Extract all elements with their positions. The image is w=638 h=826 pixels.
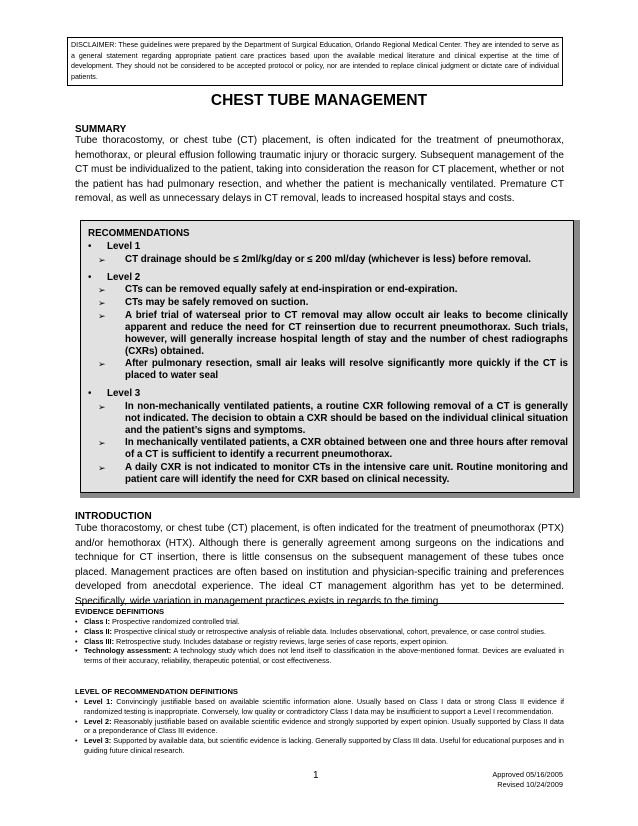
arrow-bullet-icon: ➢	[98, 255, 106, 265]
revised-date: Revised 10/24/2009	[497, 780, 563, 789]
recommendation-item: ➢ A daily CXR is not indicated to monitor CTs in the intensive care unit. Routine monitoring and patient care will identify the need for CXR based on clinical necessity.	[98, 462, 568, 485]
evidence-definitions-list	[75, 617, 564, 666]
recommendation-item: ➢ In non-mechanically ventilated patients, a routine CXR following removal of a CT is generally not indicated. The decision to obtain a CXR should be based on the individual clinical situation and the patient’s signs and symptoms.	[98, 401, 568, 436]
bullet-icon: •	[75, 736, 78, 746]
introduction-heading: INTRODUCTION	[75, 511, 152, 522]
arrow-bullet-icon: ➢	[98, 298, 106, 308]
page-title: CHEST TUBE MANAGEMENT	[210, 92, 428, 109]
bullet-icon: •	[75, 626, 78, 636]
arrow-bullet-icon: ➢	[98, 285, 106, 295]
recommendation-item: ➢ After pulmonary resection, small air leaks will resolve significantly more quickly if the CT is placed to water seal	[98, 358, 568, 381]
evidence-definitions-heading: EVIDENCE DEFINITIONS	[75, 607, 165, 616]
bullet-icon: •	[88, 272, 92, 283]
bullet-icon: •	[75, 697, 78, 706]
list-item: • Class I: Prospective randomized controlled trial.	[75, 617, 240, 626]
recommendations-panel: RECOMMENDATIONS • Level 1 ➢ CT drainage should be ≤ 2ml/kg/day or ≤ 200 ml/day (whichever is less) before removal. • Level 2 ➢ CTs can be removed equally safely at end-inspiration or end-expiration. ➢ CTs may be safely removed on suction. ➢ A brief trial of waterseal prior to CT removal may allow occult air leaks to become clinically apparent and reduce the need for CT reinsertion due to recurrent pneumothorax. Such trials, however, will generally increase hospital length of stay and the number of chest radiographs (CXRs) obtained. ➢ After pulmonary resection, small air leaks will resolve significantly more quickly if the CT is placed to water seal • Level 3 ➢ In non-mechanically ventilated patients, a routine CXR following removal of a CT is generally not indicated. The decision to obtain a CXR should be based on the individual clinical situation and the patient’s signs and symptoms. ➢ In mechanically ventilated patients, a CXR obtained between one and three hours after removal of a CT is sufficient to identify a recurrent pneumothorax. ➢ A daily CXR is not indicated to monitor CTs in the intensive care unit. Routine monitoring and patient care will identify the need for CXR based on clinical necessity.	[80, 220, 574, 493]
bullet-icon: •	[75, 646, 78, 656]
recommendation-item: ➢ CT drainage should be ≤ 2ml/kg/day or ≤ 200 ml/day (whichever is less) before removal.	[98, 254, 532, 265]
summary-heading: SUMMARY	[75, 124, 127, 135]
list-item: • Class II: Prospective clinical study or retrospective analysis of reliable data. Includes observational, cohort, prevalence, or case control studies.	[75, 626, 546, 636]
summary-text: Tube thoracostomy, or chest tube (CT) placement, is often indicated for the treatment of pneumothorax, hemothorax, or pleural effusion following traumatic injury or thoracic surgery. Subsequent management of the CT must be individualized to the patient, taking into consideration the reason for CT placement, whether or not the patient has had pulmonary resection, and whether the patient is mechanically ventilated. Premature CT removal, as well as unnecessary delays in CT removal, leads to increased hospital stays and costs.	[75, 135, 564, 204]
list-item: • Level 3: Supported by available data, but scientific evidence is lacking. Generally supported by Class III data. Useful for educational purposes and in guiding future clinical research.	[75, 736, 564, 755]
arrow-bullet-icon: ➢	[98, 463, 106, 473]
recommendation-item: ➢ In mechanically ventilated patients, a CXR obtained between one and three hours after removal of a CT is sufficient to identify a recurrent pneumothorax.	[98, 437, 568, 460]
list-item: • Level 2: Reasonably justifiable based on available scientific evidence and strongly supported by expert opinion. Usually supported by Class II data or a preponderance of Class III evidence.	[75, 716, 564, 736]
list-item: • Technology assessment: A technology study which does not lend itself to classification in the above-mentioned format. Devices are evaluated in terms of their accuracy, reliability, therapeutic potential, or cost effectiveness.	[75, 646, 564, 666]
bullet-icon: •	[75, 617, 78, 626]
arrow-bullet-icon: ➢	[98, 311, 106, 321]
list-item: • Class III: Retrospective study. Includes database or registry reviews, large series of case reports, expert opinion.	[75, 636, 449, 646]
level-definitions-list	[75, 697, 564, 756]
bullet-icon: •	[88, 388, 92, 399]
arrow-bullet-icon: ➢	[98, 359, 106, 369]
recommendations-box	[80, 220, 580, 498]
arrow-bullet-icon: ➢	[98, 438, 106, 448]
recommendation-item: ➢ CTs may be safely removed on suction.	[98, 297, 309, 308]
introduction-text: Tube thoracostomy, or chest tube (CT) placement, is often indicated for the treatment of pneumothorax (PTX) and/or hemothorax (HTX). Although there is generally agreement among surgeons on the indications and technique for CT insertion, there is little consensus on the subsequent management of these tubes once placed. Management practices are often based on institution and physician-specific training and preferences developed from anecdotal experience. The ideal CT management algorithm has yet to be determined. Specifically, wide variation in management practices exists in regards to the timing	[75, 523, 564, 607]
disclaimer-box: DISCLAIMER: These guidelines were prepared by the Department of Surgical Education, Orlando Regional Medical Center. They are intended to serve as a general statement regarding appropriate patient care practices based upon the available medical literature and clinical expertise at the time of development. They should not be considered to be accepted protocol or policy, nor are intended to replace clinical judgment or dictate care of individual patients.	[67, 37, 563, 86]
bullet-icon: •	[75, 636, 78, 646]
recommendation-item: ➢ CTs can be removed equally safely at end-inspiration or end-expiration.	[98, 284, 458, 295]
bullet-icon: •	[75, 716, 78, 726]
list-item: • Level 1: Convincingly justifiable based on available scientific information alone. Usually based on Class I data or strong Class II evidence if randomized testing is inappropriate. Conversely, low quality or contradictory Class I data may be insufficient to support a Level I recommendation.	[75, 697, 564, 716]
level-definitions-heading: LEVEL OF RECOMMENDATION DEFINITIONS	[75, 687, 238, 696]
bullet-icon: •	[88, 241, 92, 252]
footnote-divider	[75, 603, 564, 604]
arrow-bullet-icon: ➢	[98, 402, 106, 412]
page-number: 1	[313, 770, 319, 781]
recommendations-heading: RECOMMENDATIONS	[88, 228, 190, 239]
approval-dates	[492, 770, 563, 790]
recommendation-item: ➢ A brief trial of waterseal prior to CT removal may allow occult air leaks to become clinically apparent and reduce the need for CT reinsertion due to recurrent pneumothorax. Such trials, however, will generally increase hospital length of stay and the number of chest radiographs (CXRs) obtained.	[98, 310, 568, 357]
approved-date: Approved 05/16/2005	[492, 770, 563, 779]
